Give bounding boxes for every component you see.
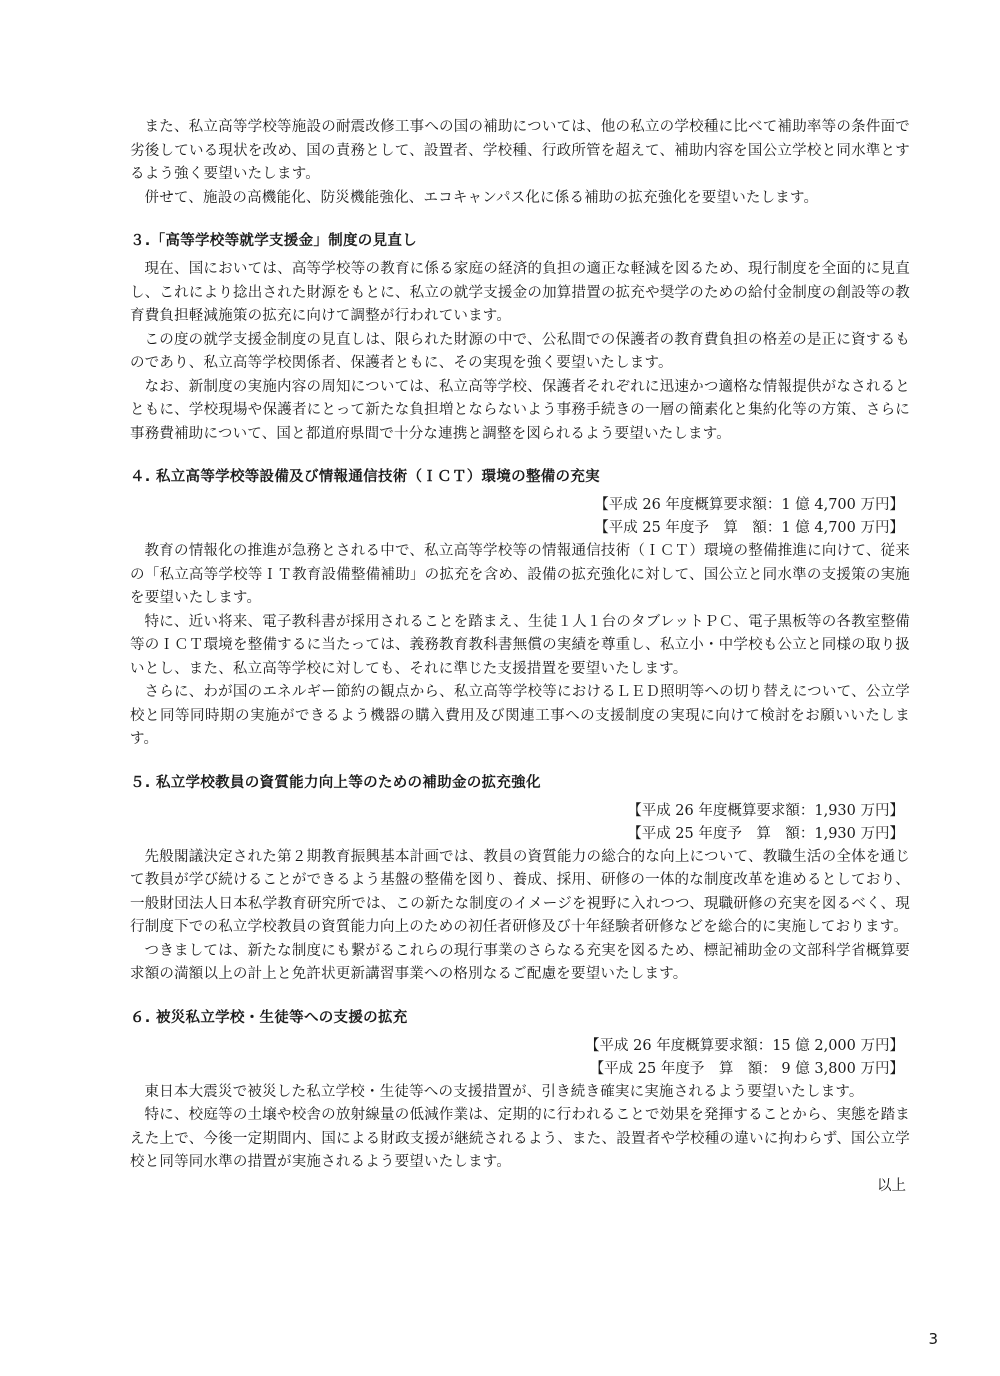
section-5 <box>130 772 910 987</box>
budget-current-line: 【平成 25 年度予 算 額：1 億 4,700 万円】 <box>594 520 904 536</box>
section-6 <box>130 1007 910 1175</box>
section-heading: ３.「高等学校等就学支援金」制度の見直し <box>130 233 418 249</box>
section-3 <box>130 230 910 446</box>
paragraph: なお、新制度の実施内容の周知については、私立高等学校、保護者それぞれに迅速かつ適格な情報提供がなされるとともに、学校現場や保護者にとって新たな負担増とならないよう事務手続きの一層の簡素化と集約化等の方策、さらに事務費補助について、国と都道府県間で十分な連携と調整を図られるよう要望いたします。 <box>130 378 910 442</box>
paragraph: また、私立高等学校等施設の耐震改修工事への国の補助については、他の私立の学校種に比べて補助率等の条件面で劣後している現状を改め、国の責務として、設置者、学校種、行政所管を超えて、補助内容を国公立学校と同水準とするよう強く要望いたします。 <box>130 119 910 182</box>
paragraph: この度の就学支援金制度の見直しは、限られた財源の中で、公私間での保護者の教育費負担の格差の是正に資するものであり、私立高等学校関係者、保護者ともに、その実現を強く要望いたします。 <box>130 331 910 371</box>
paragraph: 特に、近い将来、電子教科書が採用されることを踏まえ、生徒１人１台のタブレットＰＣ、電子黒板等の各教室整備等のＩＣＴ環境を整備するに当たっては、義務教育教科書無償の実績を尊重し、私立小・中学校も公立と同様の取り扱いとし、また、私立高等学校に対しても、それに準じた支援措置を要望いたします。 <box>130 613 910 677</box>
paragraph: 教育の情報化の推進が急務とされる中で、私立高等学校等の情報通信技術（ＩＣＴ）環境の整備推進に向けて、従来の「私立高等学校等ＩＴ教育設備整備補助」の拡充を含め、設備の拡充強化に対して、国公立と同水準の支援策の実施を要望いたします。 <box>130 543 910 606</box>
document-body <box>130 116 910 1198</box>
budget-request-line: 【平成 26 年度概算要求額：1 億 4,700 万円】 <box>594 497 904 513</box>
budget-current-line: 【平成 25 年度予 算 額： 9 億 3,800 万円】 <box>589 1060 904 1077</box>
paragraph: 現在、国においては、高等学校等の教育に係る家庭の経済的負担の適正な軽減を図るため、現行制度を全面的に見直し、これにより捻出された財源をもとに、私立の就学支援金の加算措置の拡充や奨学のための給付金制度の創設等の教育費負担軽減施策の拡充に向けて調整が行われています。 <box>130 261 910 324</box>
paragraph: さらに、わが国のエネルギー節約の観点から、私立高等学校等におけるＬＥＤ照明等への切り替えについて、公立学校と同等同時期の実施ができるよう機器の購入費用及び関連工事への支援制度の実現に向けて検討をお願いいたします。 <box>130 684 910 747</box>
budget-request-line: 【平成 26 年度概算要求額：1,930 万円】 <box>627 802 904 819</box>
paragraph: 特に、校庭等の土壌や校舎の放射線量の低減作業は、定期的に行われることで効果を発揮することから、実態を踏まえた上で、今後一定期間内、国による財政支援が継続されるよう、また、設置者や学校種の違いに拘わらず、国公立学校と同等同水準の措置が実施されるよう要望いたします。 <box>130 1107 910 1170</box>
section-heading: ５. 私立学校教員の資質能力向上等のための補助金の拡充強化 <box>130 774 541 791</box>
paragraph: 先般閣議決定された第２期教育振興基本計画では、教員の資質能力の総合的な向上について、教職生活の全体を通じて教員が学び続けることができるよう基盤の整備を図り、養成、採用、研修の一体的な制度改革を進めるとしており、一般財団法人日本私学教育研究所では、この新たな制度のイメージを視野に入れつつ、現職研修の充実を図るべく、現行制度下での私立学校教員の資質能力向上のための初任者研修及び十年経験者研修などを総合的に実施しております。 <box>130 848 911 935</box>
budget-request-line: 【平成 26 年度概算要求額：15 億 2,000 万円】 <box>585 1037 904 1054</box>
budget-current-line: 【平成 25 年度予 算 額：1,930 万円】 <box>627 825 904 842</box>
paragraph: 併せて、施設の高機能化、防災機能強化、エコキャンパス化に係る補助の拡充強化を要望いたします。 <box>144 189 819 206</box>
section-heading: ６. 被災私立学校・生徒等への支援の拡充 <box>130 1009 408 1026</box>
closing-text: 以上 <box>877 1177 906 1194</box>
paragraph: 東日本大震災で被災した私立学校・生徒等への支援措置が、引き続き確実に実施されるよう要望いたします。 <box>144 1083 864 1100</box>
section-heading: ４. 私立高等学校等設備及び情報通信技術（ＩＣＴ）環境の整備の充実 <box>130 469 600 485</box>
paragraph: つきましては、新たな制度にも繋がるこれらの現行事業のさらなる充実を図るため、標記補助金の文部科学省概算要求額の満額以上の計上と免許状更新講習事業への格別なるご配慮を要望いたします。 <box>130 942 910 982</box>
page-number: 3 <box>928 1330 938 1348</box>
section-4 <box>130 466 910 752</box>
intro-block <box>130 116 910 210</box>
